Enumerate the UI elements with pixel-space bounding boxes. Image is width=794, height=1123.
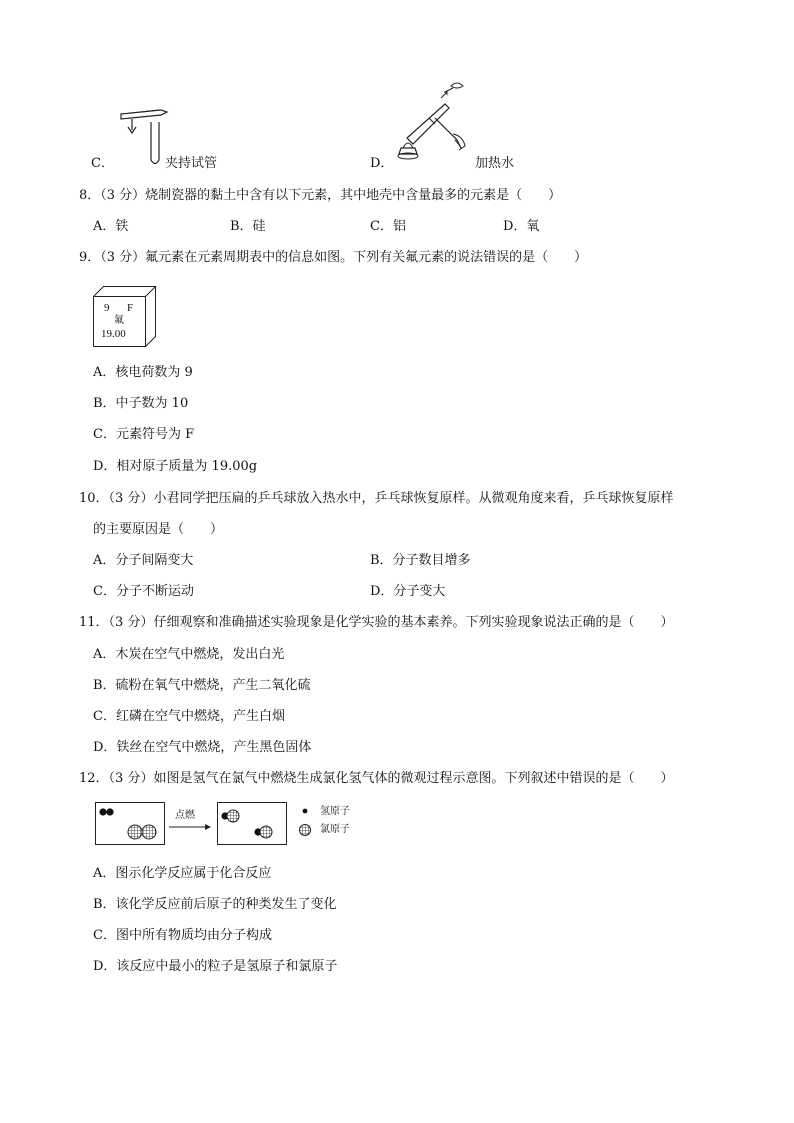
- q7-option-d-caption: 加热水: [475, 156, 515, 171]
- q11-option-a: A．木炭在空气中燃烧，发出白光: [93, 647, 285, 662]
- q11-stem: 11．（3 分）仔细观察和准确描述实验现象是化学实验的基本素养。下列实验现象说法正确的是（ ）: [79, 615, 674, 630]
- q9-stem: 9．（3 分）氟元素在元素周期表中的信息如图。下列有关氟元素的说法错误的是（ ）: [79, 250, 588, 265]
- q10-option-d: D．分子变大: [370, 584, 446, 599]
- q11-option-d: D．铁丝在空气中燃烧，产生黑色固体: [93, 740, 312, 755]
- q11-option-b: B．硫粉在氧气中燃烧，产生二氧化硫: [93, 678, 311, 693]
- element-name: 氟: [114, 315, 124, 326]
- reaction-arrow-label: 点燃: [175, 810, 195, 821]
- q9-option-c: C．元素符号为 F: [93, 427, 195, 442]
- element-atomic-mass: 19.00: [101, 328, 126, 340]
- legend-chlorine-label: 氯原子: [320, 824, 350, 835]
- q7-option-c-caption: 夹持试管: [165, 156, 218, 171]
- q12-stem: 12．（3 分）如图是氢气在氯气中燃烧生成氯化氢气体的微观过程示意图。下列叙述中错误的是（ ）: [79, 771, 674, 786]
- q8-option-a: A．铁: [93, 219, 129, 234]
- q10-stem-line2: 的主要原因是（ ）: [93, 522, 224, 537]
- q8-option-d: D．氧: [503, 219, 540, 234]
- q10-stem-line1: 10．（3 分）小君同学把压扁的乒乓球放入热水中，乒乓球恢复原样。从微观角度来看，乒乓球恢复原样: [79, 491, 674, 506]
- q12-option-a: A．图示化学反应属于化合反应: [93, 866, 272, 881]
- q12-option-c: C．图中所有物质均由分子构成: [93, 928, 272, 943]
- reaction-diagram: [95, 800, 365, 848]
- q9-option-a: A．核电荷数为 9: [93, 365, 193, 380]
- q9-option-b: B．中子数为 10: [93, 396, 189, 411]
- element-symbol: F: [127, 302, 134, 314]
- q12-option-d: D．该反应中最小的粒子是氢原子和氯原子: [93, 959, 338, 974]
- q11-option-c: C．红磷在空气中燃烧，产生白烟: [93, 709, 285, 724]
- q10-option-b: B．分子数目增多: [370, 553, 471, 568]
- q7-option-c-letter: C．: [91, 156, 114, 171]
- fluorine-element-card: [93, 286, 157, 348]
- q10-option-a: A．分子间隔变大: [93, 553, 194, 568]
- q10-option-c: C．分子不断运动: [93, 584, 194, 599]
- q7-option-d-letter: D．: [370, 156, 394, 171]
- q8-option-c: C．铝: [370, 219, 406, 234]
- heating-water-figure: [395, 78, 475, 168]
- q8-option-b: B．硅: [230, 219, 266, 234]
- legend-hydrogen-label: 氢原子: [320, 806, 350, 817]
- q9-option-d: D．相对原子质量为 19.00g: [93, 459, 258, 474]
- q8-stem: 8．（3 分）烧制瓷器的黏土中含有以下元素，其中地壳中含量最多的元素是（ ）: [79, 188, 562, 203]
- element-atomic-number: 9: [104, 302, 110, 314]
- q12-option-b: B．该化学反应前后原子的种类发生了变化: [93, 897, 337, 912]
